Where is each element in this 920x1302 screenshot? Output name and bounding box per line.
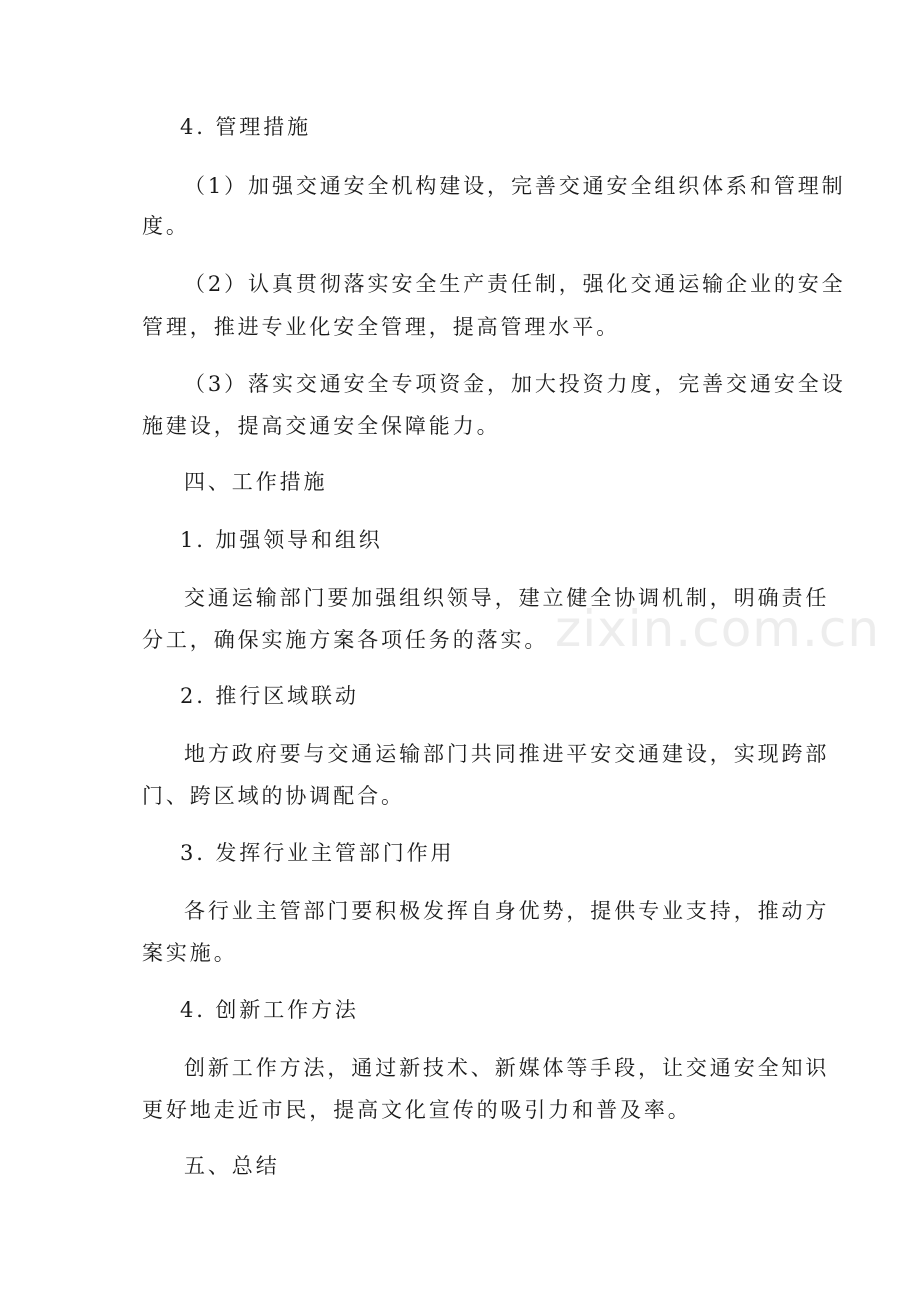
section-heading: 五、总结	[184, 1154, 280, 1178]
paragraph-line: 分工，确保实施方案各项任务的落实。	[142, 628, 549, 652]
paragraph-line: （3）落实交通安全专项资金，加大投资力度，完善交通安全设	[184, 372, 846, 396]
paragraph-line: 案实施。	[142, 941, 238, 965]
subsection-heading: 1. 加强领导和组织	[180, 528, 383, 552]
subsection-heading: 2. 推行区域联动	[180, 684, 359, 708]
paragraph-line: 施建设，提高交通安全保障能力。	[142, 414, 501, 438]
subsection-heading: 3. 发挥行业主管部门作用	[180, 841, 455, 865]
section-heading: 四、工作措施	[184, 470, 328, 494]
paragraph-line: 地方政府要与交通运输部门共同推进平安交通建设，实现跨部	[184, 742, 830, 766]
paragraph-line: （1）加强交通安全机构建设，完善交通安全组织体系和管理制	[184, 174, 846, 198]
paragraph-line: 门、跨区域的协调配合。	[142, 784, 405, 808]
paragraph-line: 交通运输部门要加强组织领导，建立健全协调机制，明确责任	[184, 586, 830, 610]
paragraph-line: 更好地走近市民，提高文化宣传的吸引力和普及率。	[142, 1098, 692, 1122]
paragraph-line: 创新工作方法，通过新技术、新媒体等手段，让交通安全知识	[184, 1056, 830, 1080]
paragraph-line: 度。	[142, 214, 190, 238]
paragraph-line: 管理，推进专业化安全管理，提高管理水平。	[142, 315, 620, 339]
watermark: zixin.com.cn	[555, 600, 881, 658]
subsection-heading: 4. 创新工作方法	[180, 998, 359, 1022]
subsection-heading: 4. 管理措施	[180, 115, 312, 139]
paragraph-line: （2）认真贯彻落实安全生产责任制，强化交通运输企业的安全	[184, 272, 846, 296]
paragraph-line: 各行业主管部门要积极发挥自身优势，提供专业支持，推动方	[184, 899, 830, 923]
